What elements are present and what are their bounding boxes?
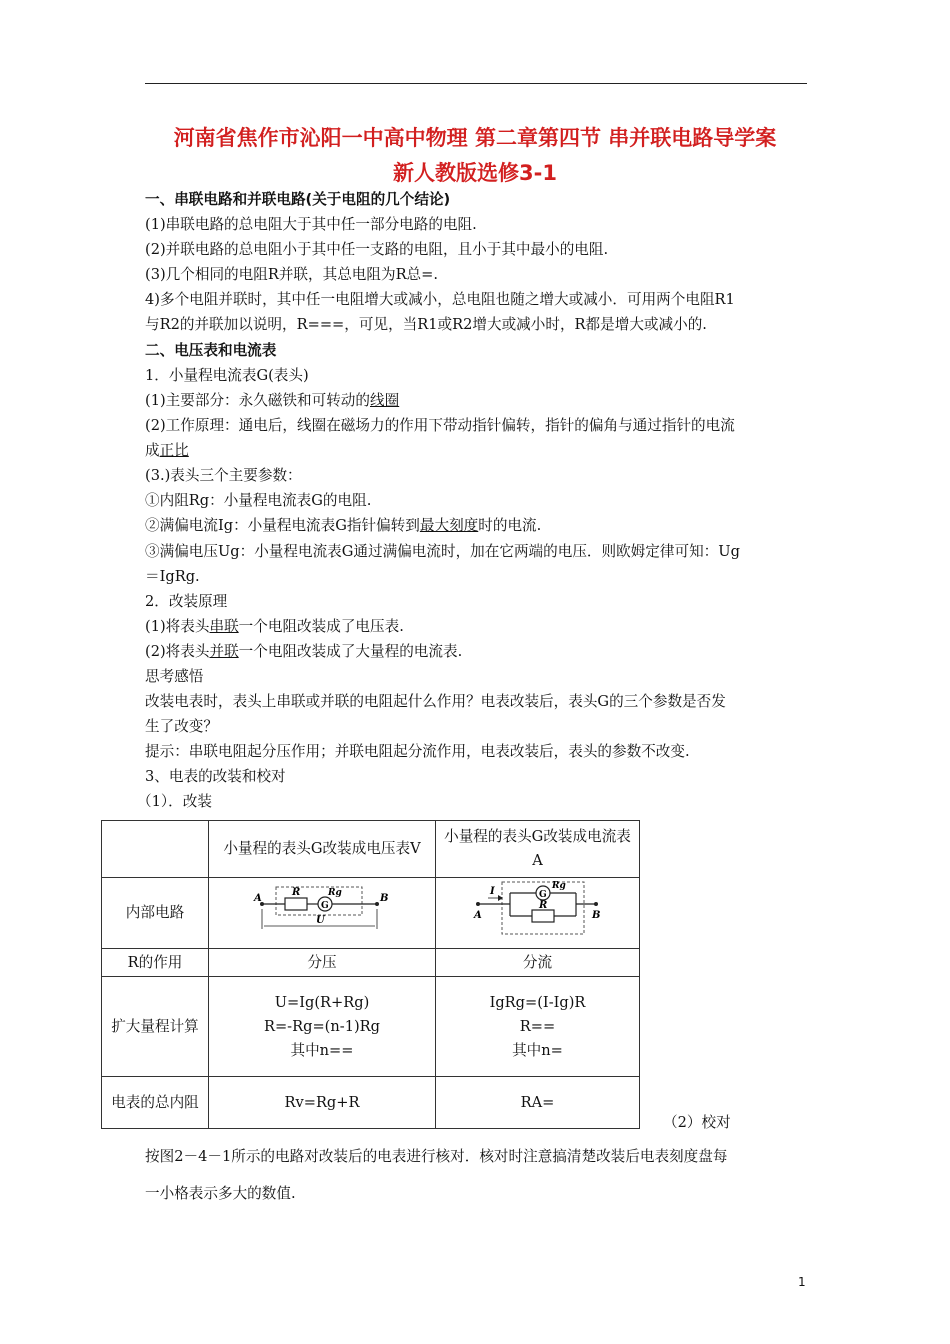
section1-item: (1)串联电路的总电阻大于其中任一部分电路的电阻. [145, 216, 477, 233]
doc-title-line2: 新人教版选修3-1 [393, 161, 557, 185]
doc-title-line1: 河南省焦作市沁阳一中高中物理 第二章第四节 串并联电路导学案 [173, 126, 777, 150]
row-label-role: R的作用 [102, 949, 209, 977]
sub-heading-2: 2．改装原理 [145, 593, 228, 610]
header-rule [145, 83, 807, 84]
section2-heading: 二、电压表和电流表 [145, 342, 277, 359]
current-arrow-icon [498, 895, 503, 901]
row-label-circuit: 内部电路 [102, 878, 209, 949]
section1-heading: 一、串联电路和并联电路(关于电阻的几个结论) [145, 191, 451, 208]
header-text: 小量程的表头G改装成电流表A [444, 828, 631, 869]
label-rg: Rg [328, 888, 342, 898]
underlined-term: 串联 [209, 618, 239, 635]
paragraph: ①内阻Rg：小量程电流表G的电阻. [145, 492, 372, 509]
label-g: G [321, 901, 329, 911]
label-b: B [591, 910, 600, 921]
paragraph: (2)工作原理：通电后，线圈在磁场力的作用下带动指针偏转，指针的偏角与通过指针的电流 [145, 417, 735, 434]
row-label-total [102, 1077, 209, 1129]
page-number: 1 [798, 1275, 806, 1289]
label-b: B [380, 893, 389, 904]
table-header-ammeter [436, 821, 640, 878]
formula-line: R=-Rg=(n-1)Rg [263, 1017, 381, 1035]
label-a: A [473, 910, 482, 921]
voltmeter-circuit-diagram [252, 879, 392, 939]
formula-line: 其中n= [512, 1041, 563, 1059]
text-span: 时的电流. [478, 517, 542, 534]
calc-voltmeter [209, 977, 436, 1077]
label-i: I [489, 886, 495, 897]
label-r: R [292, 887, 301, 898]
text-span: ②满偏电流Ig：小量程电流表G指针偏转到 [145, 517, 420, 534]
paragraph [145, 441, 810, 461]
text-span: (1)将表头 [145, 618, 210, 635]
paragraph: ＝IgRg. [145, 568, 200, 585]
label-g: G [538, 890, 547, 900]
calibrate-label: （2）校对 [663, 1114, 731, 1131]
calibrate-text: 一小格表示多大的数值. [145, 1185, 296, 1202]
label-r: R [538, 900, 547, 911]
voltmeter-circuit-cell [209, 878, 436, 949]
conversion-table [101, 820, 640, 1129]
role-voltmeter: 分压 [209, 949, 436, 977]
paragraph [145, 391, 810, 411]
formula-line: U=Ig(R+Rg) [274, 993, 370, 1011]
section1-item: (3)几个相同的电阻R并联，其总电阻为R总=. [145, 266, 439, 283]
role-ammeter: 分流 [436, 949, 640, 977]
text-span: 成 [145, 442, 160, 459]
calc-ammeter [436, 977, 640, 1077]
text-span: (2)将表头 [145, 643, 210, 660]
label-text: 电表的总内阻 [111, 1093, 199, 1111]
formula-line: IgRg=(I-Ig)R [489, 993, 586, 1011]
label-text: 扩大量程计算 [111, 1017, 199, 1035]
paragraph [145, 642, 810, 662]
paragraph: ③满偏电压Ug：小量程电流表G通过满偏电流时，加在它两端的电压．则欧姆定律可知：Ug [145, 543, 740, 560]
label-u: U [316, 915, 325, 926]
paragraph: (3.)表头三个主要参数： [145, 467, 302, 484]
sub-heading-3-1: （1）．改装 [137, 793, 212, 810]
think-question: 生了改变？ [145, 718, 218, 735]
section1-item: 4)多个电阻并联时，其中任一电阻增大或减小，总电阻也随之增大或减小．可用两个电阻R1 [145, 291, 735, 308]
table-corner-cell [102, 821, 209, 878]
section1-item: 与R2的并联加以说明，R===，可见，当R1或R2增大或减小时，R都是增大或减小的. [145, 316, 707, 333]
formula-line: R== [519, 1017, 556, 1035]
ammeter-circuit-diagram [468, 878, 608, 940]
underlined-term: 线圈 [370, 392, 400, 409]
underlined-term: 并联 [209, 643, 239, 660]
total-ammeter: RA= [436, 1077, 640, 1129]
ammeter-circuit-cell [436, 878, 640, 949]
underlined-term: 最大刻度 [419, 517, 479, 534]
section1-item: (2)并联电路的总电阻小于其中任一支路的电阻，且小于其中最小的电阻. [145, 241, 609, 258]
text-span: 一个电阻改装成了电压表. [238, 618, 404, 635]
hint-text: 提示：串联电阻起分压作用；并联电阻起分流作用，电表改装后，表头的参数不改变. [145, 743, 690, 760]
resistor-r [532, 910, 554, 922]
text-span: 一个电阻改装成了大量程的电流表. [238, 643, 463, 660]
sub-heading-3: 3、电表的改装和校对 [145, 768, 286, 785]
think-heading: 思考感悟 [145, 668, 204, 685]
paragraph [145, 617, 810, 637]
sub-heading-1: 1．小量程电流表G(表头) [145, 367, 309, 384]
table-header-voltmeter [209, 821, 436, 878]
formula-line: 其中n== [290, 1041, 354, 1059]
paragraph [145, 516, 810, 536]
calibrate-text: 按图2－4－1所示的电路对改装后的电表进行核对．核对时注意搞清楚改装后电表刻度盘每 [145, 1148, 728, 1165]
label-rg: Rg [551, 881, 566, 891]
think-question: 改装电表时，表头上串联或并联的电阻起什么作用？电表改装后，表头G的三个参数是否发 [145, 693, 726, 710]
label-a: A [254, 893, 262, 904]
underlined-term: 正比 [159, 442, 189, 459]
resistor-r [285, 898, 307, 910]
header-text: 小量程的表头G改装成电压表V [223, 840, 421, 857]
text-span: (1)主要部分：永久磁铁和可转动的 [145, 392, 370, 409]
row-label-calc [102, 977, 209, 1077]
total-voltmeter: Rv=Rg+R [209, 1077, 436, 1129]
